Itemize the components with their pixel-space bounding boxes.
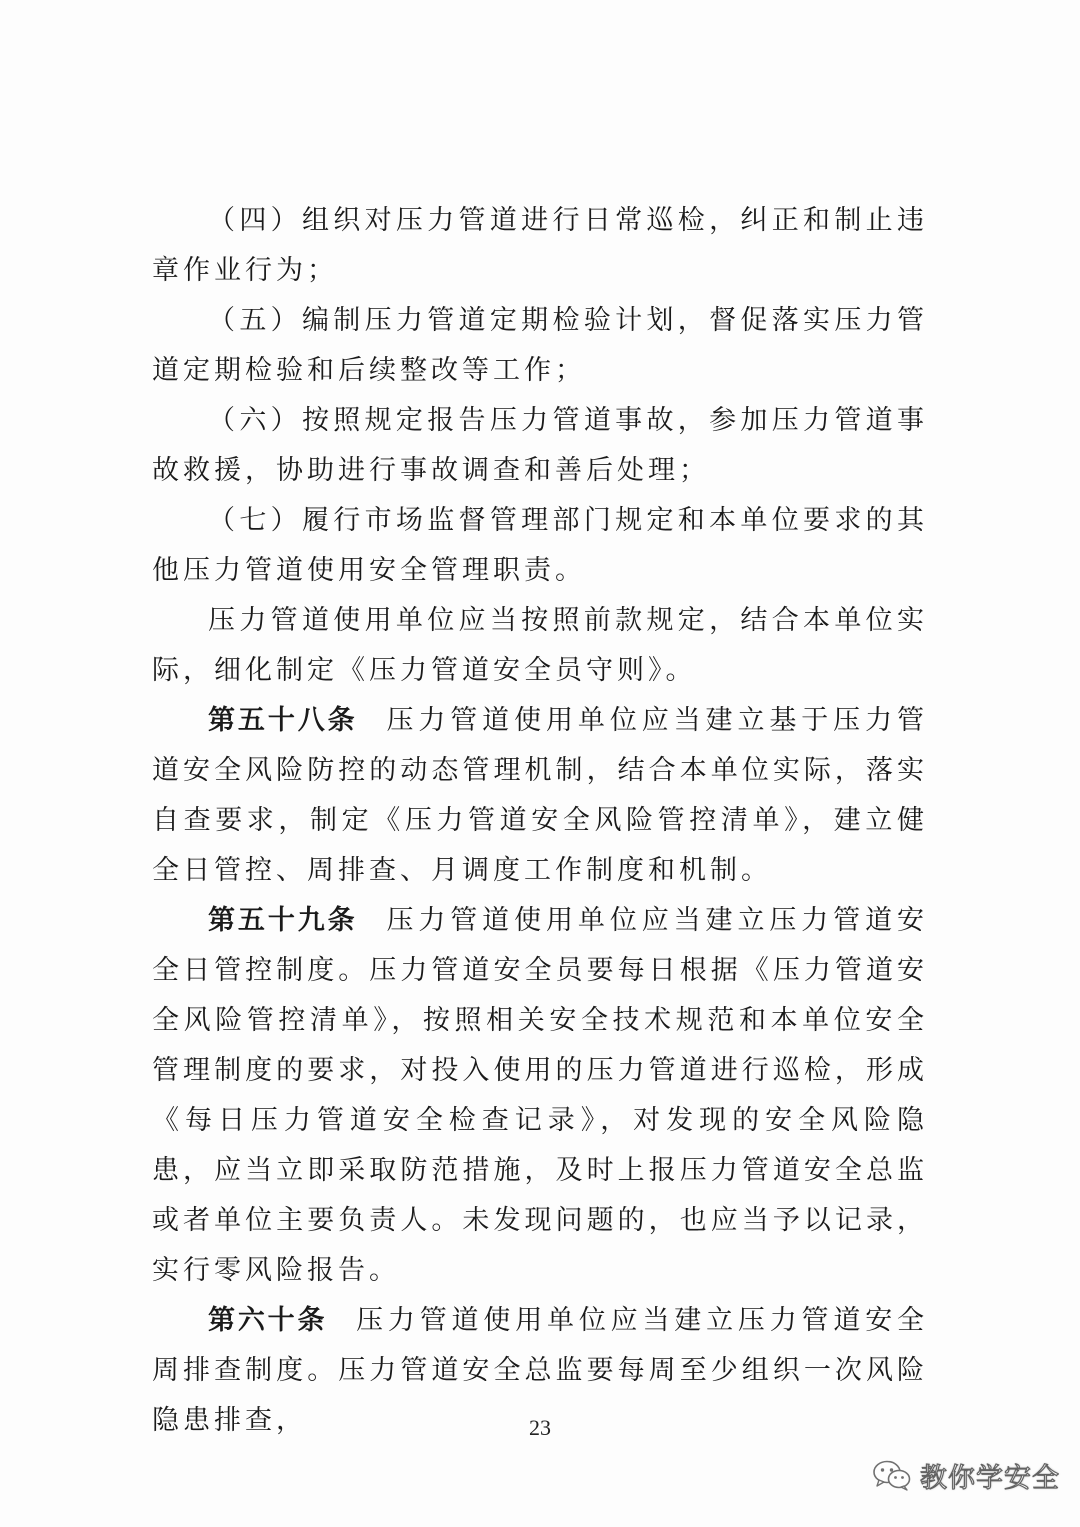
paragraph-guideline [152, 596, 928, 696]
paragraph-item-7 [152, 496, 928, 596]
paragraph-item-5 [152, 296, 928, 396]
watermark [872, 1455, 1060, 1495]
article-58 [152, 696, 928, 896]
paragraph-text: （七）履行市场监督管理部门规定和本单位要求的其他压力管道使用安全管理职责。 [152, 505, 928, 586]
article-title: 第五十八条 [208, 705, 358, 736]
paragraph-text: （四）组织对压力管道进行日常巡检，纠正和制止违章作业行为； [152, 205, 928, 286]
paragraph-item-4 [152, 196, 928, 296]
article-text: 压力管道使用单位应当建立基于压力管道安全风险防控的动态管理机制，结合本单位实际，落实自查要求，制定《压力管道安全风险管控清单》，建立健全日管控、周排查、月调度工作制度和机制。 [152, 705, 929, 886]
paragraph-item-6 [152, 396, 928, 496]
watermark-text: 教你学安全 [920, 1462, 1060, 1494]
article-text: 压力管道使用单位应当建立压力管道安全周排查制度。压力管道安全总监要每周至少组织一次风险隐患排查， [152, 1305, 929, 1436]
article-title: 第六十条 [208, 1305, 328, 1336]
wechat-icon [872, 1459, 912, 1491]
paragraph-text: （六）按照规定报告压力管道事故，参加压力管道事故救援，协助进行事故调查和善后处理； [152, 405, 928, 486]
article-59 [152, 896, 928, 1296]
paragraph-text: （五）编制压力管道定期检验计划，督促落实压力管道定期检验和后续整改等工作； [152, 305, 928, 386]
document-body [152, 196, 928, 1446]
page-number: 23 [529, 1415, 551, 1440]
article-text: 压力管道使用单位应当建立压力管道安全日管控制度。压力管道安全员要每日根据《压力管道安全风险管控清单》，按照相关安全技术规范和本单位安全管理制度的要求，对投入使用的压力管道进行巡检，形成《每日压力管道安全检查记录》，对发现的安全风险隐患，应当立即采取防范措施，及时上报压力管道安全总监或者单位主要负责人。未发现问题的，也应当予以记录，实行零风险报告。 [152, 905, 929, 1286]
article-title: 第五十九条 [208, 905, 358, 936]
paragraph-text: 压力管道使用单位应当按照前款规定，结合本单位实际，细化制定《压力管道安全员守则》。 [152, 605, 928, 686]
